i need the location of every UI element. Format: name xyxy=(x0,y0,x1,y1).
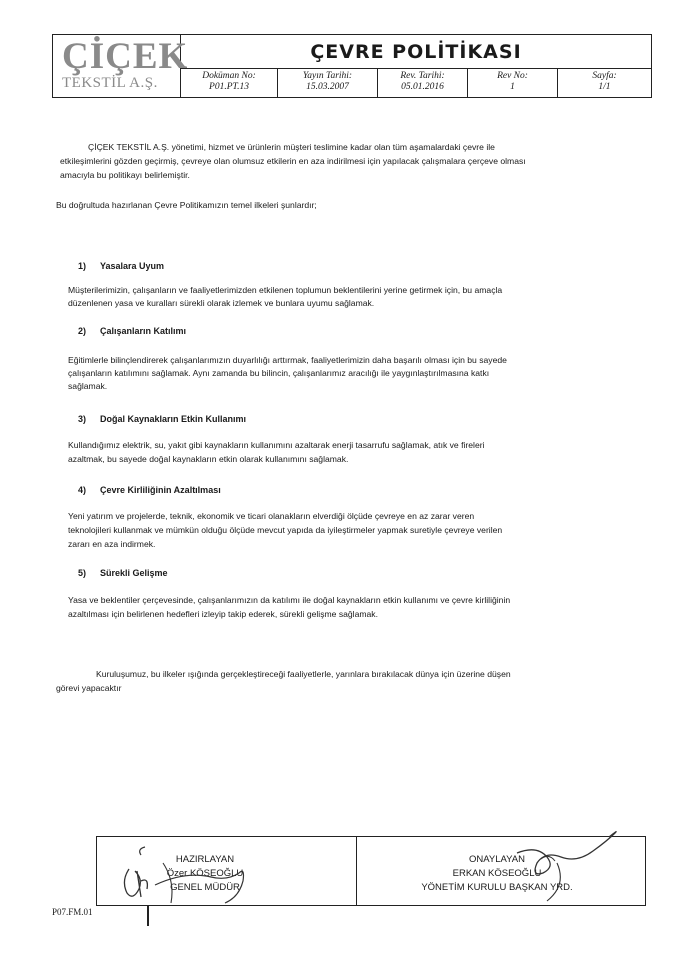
section-line: Müşterilerimizin, çalışanların ve faaliyetlerimizden etkilenen toplumun beklentilerini yerine getirmek için, bu amaçla xyxy=(68,285,503,295)
meta-rev-date xyxy=(378,69,468,97)
section-title: Çevre Kirliliğinin Azaltılması xyxy=(100,485,221,495)
meta-label: Yayın Tarihi: xyxy=(302,71,353,81)
prepared-title: GENEL MÜDÜR xyxy=(170,882,240,893)
intro-line-1: ÇİÇEK TEKSTİL A.Ş. yönetimi, hizmet ve ürünlerin müşteri teslimine kadar olan tüm aşamalardaki çevre ile xyxy=(88,142,495,152)
section-line: çalışanların katılımını sağlamak. Aynı zamanda bu bilincin, çalışanlarımız aracılığı ile yaygınlaştırılmasına katkı xyxy=(68,368,490,378)
approved-signature xyxy=(497,823,647,903)
section-heading xyxy=(78,325,186,338)
section-line: azaltılması için belirlenen hedefleri izleyip takip ederek, sürekli gelişme sağlamak. xyxy=(68,609,378,619)
meta-value: 1 xyxy=(510,82,515,92)
document-title: ÇEVRE POLİTİKASI xyxy=(181,35,651,69)
section-line: düzenlenen yasa ve kuralları sürekli olarak izlemek ve bunlara uyumu sağlamak. xyxy=(68,298,375,308)
signature-table xyxy=(96,836,646,906)
meta-value: 1/1 xyxy=(598,82,611,92)
logo-main-text: ÇİÇEK xyxy=(62,35,189,77)
section-line: teknolojileri kullanmak ve mümkün olduğu ölçüde mevcut yapıda da iyileştirmeler yapmak suretiyle çevreye verilen xyxy=(68,525,503,535)
section-number: 4) xyxy=(78,485,87,495)
section-line: Kullandığımız elektrik, su, yakıt gibi kaynakların kullanımını azaltarak enerji tasarrufu sağlamak, atık ve fireleri xyxy=(68,440,485,450)
meta-doc-no xyxy=(181,69,278,97)
meta-label: Rev No: xyxy=(497,71,528,81)
footer-tick-line xyxy=(147,906,149,926)
section-number: 2) xyxy=(78,326,87,336)
principles-intro: Bu doğrultuda hazırlanan Çevre Politikamızın temel ilkeleri şunlardır; xyxy=(56,200,317,210)
approved-by-cell xyxy=(357,837,645,905)
section-heading xyxy=(78,484,221,497)
meta-value: P01.PT.13 xyxy=(209,82,249,92)
section-title: Çalışanların Katılımı xyxy=(100,326,187,336)
section-number: 3) xyxy=(78,414,87,424)
section-line: azaltmak, bu sayede doğal kaynakların etkin olarak kullanımını sağlamak. xyxy=(68,454,349,464)
company-logo xyxy=(53,35,189,97)
section-title: Sürekli Gelişme xyxy=(100,568,168,578)
intro-line-3: amacıyla bu politikayı belirlemiştir. xyxy=(60,170,190,180)
meta-label: Doküman No: xyxy=(202,71,256,81)
section-line: zararı en aza indirmek. xyxy=(68,539,156,549)
document-header xyxy=(52,34,652,98)
header-right xyxy=(181,35,651,97)
section-line: Yeni yatırım ve projelerde, teknik, ekonomik ve ticari olanakların elverdiği ölçüde çevreye en az zarar veren xyxy=(68,511,475,521)
section-line: sağlamak. xyxy=(68,381,108,391)
prepared-by-cell xyxy=(97,837,357,905)
section-heading xyxy=(78,260,164,273)
form-code: P07.FM.01 xyxy=(52,907,93,917)
approved-role: ONAYLAYAN xyxy=(469,854,525,865)
meta-value: 15.03.2007 xyxy=(306,82,349,92)
closing-line-2: görevi yapacaktır xyxy=(56,683,122,693)
section-line: Eğitimlerle bilinçlendirerek çalışanlarımızın duyarlılığı arttırmak, faaliyetlerimizin daha başarılı olması için bu sayede xyxy=(68,355,507,365)
prepared-name: Özer KÖSEOĞLU xyxy=(166,868,244,879)
prepared-role: HAZIRLAYAN xyxy=(175,854,235,865)
logo-sub-text: TEKSTİL A.Ş. xyxy=(62,74,158,91)
closing-line-1: Kuruluşumuz, bu ilkeler ışığında gerçekleştireceği faaliyetlerle, yarınlara bırakılacak dünya için üzerine düşen xyxy=(96,669,511,679)
approved-name: ERKAN KÖSEOĞLU xyxy=(452,868,542,879)
section-line: Yasa ve beklentiler çerçevesinde, çalışanlarımızın da katılımı ile doğal kaynakların etkin kullanımı ve çevre kirliliğinin xyxy=(68,595,511,605)
document-meta-row xyxy=(181,69,651,97)
section-heading xyxy=(78,567,168,580)
meta-page xyxy=(558,69,651,97)
section-heading xyxy=(78,413,246,426)
meta-publish-date xyxy=(278,69,378,97)
section-title: Yasalara Uyum xyxy=(100,261,165,271)
meta-label: Sayfa: xyxy=(592,71,617,81)
meta-rev-no xyxy=(468,69,558,97)
intro-line-2: etkileşimlerini gözden geçirmiş, çevreye olan olumsuz etkilerin en aza indirilmesi için yapılacak çalışmalara çerçeve olması xyxy=(60,156,526,166)
section-number: 5) xyxy=(78,568,87,578)
section-title: Doğal Kaynakların Etkin Kullanımı xyxy=(100,414,247,424)
meta-value: 05.01.2016 xyxy=(401,82,444,92)
approved-title: YÖNETİM KURULU BAŞKAN YRD. xyxy=(421,882,573,893)
section-number: 1) xyxy=(78,261,87,271)
meta-label: Rev. Tarihi: xyxy=(400,71,445,81)
prepared-signature xyxy=(115,841,265,907)
